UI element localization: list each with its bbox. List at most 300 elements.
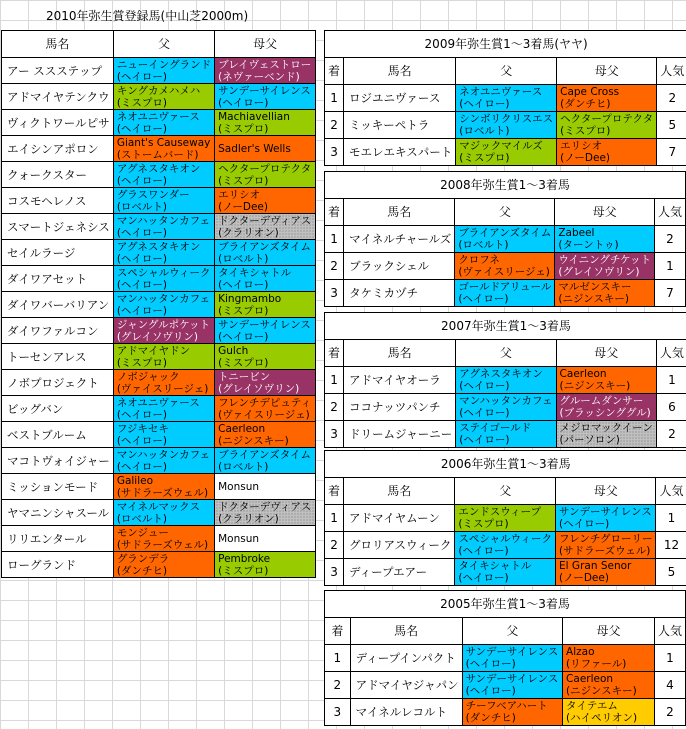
popularity: 7: [654, 280, 685, 307]
results-title: 2008年弥生賞1〜3着馬: [325, 172, 686, 199]
header-pop: 人気: [656, 340, 686, 367]
sire-cell: [455, 559, 556, 586]
sire-cell-line: ネオユニヴァース: [116, 110, 200, 123]
sire-cell-line: サンデーサイレンス: [465, 673, 559, 685]
sire-cell: [113, 396, 214, 422]
header-name: 馬名: [344, 58, 456, 85]
header-pop: 人気: [656, 478, 686, 505]
sire-cell: [113, 214, 214, 240]
popularity: 1: [656, 505, 686, 532]
horse-name: タケミカヅチ: [344, 280, 455, 307]
sire-cell-line: (ヴァイスリージェ): [458, 266, 550, 278]
horse-name: アドマイヤムーン: [344, 505, 455, 532]
header-damsire: 母父: [563, 618, 655, 645]
sire-cell-line: ブライアンズタイム: [458, 227, 552, 239]
sire-cell-line: (ヘイロー): [459, 98, 510, 110]
sire-cell-line: (ロベルト): [459, 125, 510, 137]
horse-name: マイネルチャールズ: [344, 226, 455, 253]
table-row: [2, 500, 316, 526]
finish-position: 2: [325, 532, 344, 559]
sire-cell-line: モンジュー: [116, 526, 169, 539]
sire-cell: [113, 162, 214, 188]
sire-cell: [113, 500, 214, 526]
finish-position: 1: [325, 226, 344, 253]
table-row: [325, 226, 686, 253]
table-row: [2, 422, 316, 448]
table-row: [2, 344, 316, 370]
finish-position: 2: [325, 672, 351, 699]
sire-cell: [455, 226, 555, 253]
results-caption-row: [325, 31, 686, 58]
damsire-cell-line: Monsun: [218, 480, 260, 493]
table-row: [325, 280, 686, 307]
sire-cell: [456, 85, 557, 112]
results-caption-row: [325, 172, 686, 199]
sire-cell-line: マンハッタンカフェ: [116, 292, 211, 305]
sire-cell: [113, 266, 214, 292]
sire-cell-line: (ストームバード): [116, 148, 199, 161]
table-row: [2, 84, 316, 110]
table-row: [325, 253, 686, 280]
damsire-cell-line: (ニジンスキー): [558, 293, 629, 305]
table-row: [2, 552, 316, 578]
sire-cell-line: (ヘイロー): [116, 304, 168, 317]
damsire-cell: [215, 110, 316, 136]
table-row: [325, 394, 686, 421]
sire-cell-line: エンドスウィープ: [458, 506, 542, 518]
table-row: [2, 448, 316, 474]
table-row: [325, 85, 686, 112]
results-title: 2007年弥生賞1〜3着馬: [325, 313, 686, 340]
horse-name: グロリアスウィーク: [344, 532, 455, 559]
header-pos: 着: [325, 618, 351, 645]
table-row: [2, 396, 316, 422]
results-header-row: [325, 478, 686, 505]
damsire-cell-line: トニービン: [218, 370, 271, 383]
damsire-cell-line: ブレイヴェストロー: [218, 58, 312, 71]
popularity: 12: [656, 532, 686, 559]
sire-cell-line: スペシャルウィーク: [116, 266, 211, 279]
horse-name: ブラックシェル: [344, 253, 455, 280]
damsire-cell-line: (ミスプロ): [218, 122, 269, 135]
horse-name: クォークスター: [2, 162, 114, 188]
header-sire: 父: [113, 31, 214, 58]
sire-cell-line: (ヘイロー): [465, 685, 516, 697]
finish-position: 3: [325, 421, 344, 448]
sire-cell-line: (ヘイロー): [116, 408, 168, 421]
damsire-cell: [215, 58, 316, 84]
damsire-cell: [563, 699, 655, 726]
damsire-cell: [215, 240, 316, 266]
header-pop: 人気: [657, 58, 686, 85]
damsire-cell: [215, 162, 316, 188]
sire-cell-line: シンボリクリスエス: [459, 113, 554, 125]
sire-cell: [113, 292, 214, 318]
horse-name: エイシンアポロン: [2, 136, 114, 162]
entries-header-row: [2, 31, 316, 58]
damsire-cell: [555, 226, 655, 253]
popularity: 1: [656, 367, 686, 394]
damsire-cell-line: メジロマックイーン: [559, 422, 653, 434]
table-row: [325, 699, 686, 726]
damsire-cell-line: Monsun: [218, 532, 260, 545]
finish-position: 3: [325, 280, 344, 307]
header-sire: 父: [455, 478, 556, 505]
sire-cell: [113, 448, 214, 474]
sire-cell: [456, 112, 557, 139]
entries-table: [1, 30, 316, 578]
sire-cell: [113, 318, 214, 344]
damsire-cell-line: Caerleon: [566, 673, 614, 685]
horse-name: モエレエキスパート: [344, 139, 456, 166]
sire-cell-line: Giant's Causeway: [116, 136, 211, 149]
damsire-cell-line: ウイニングチケット: [558, 254, 651, 266]
popularity: 2: [656, 421, 686, 448]
damsire-cell-line: ヘクタープロテクタ: [560, 113, 654, 125]
horse-name: アドマイヤテンクウ: [2, 84, 114, 110]
sire-cell: [455, 280, 555, 307]
damsire-cell-line: (ミスプロ): [218, 174, 269, 187]
results-table-0: [324, 30, 686, 166]
table-row: [325, 112, 686, 139]
damsire-cell-line: フレンチグローリー: [559, 533, 653, 545]
damsire-cell-line: (ニジンスキー): [566, 685, 637, 697]
header-name: 馬名: [344, 478, 455, 505]
damsire-cell: [555, 280, 655, 307]
damsire-cell-line: サンデーサイレンス: [218, 318, 311, 331]
sire-cell: [113, 344, 214, 370]
sire-cell: [455, 532, 556, 559]
damsire-cell-line: (サドラーズウェル): [559, 545, 651, 557]
damsire-cell: [556, 394, 656, 421]
damsire-cell-line: (ダンチヒ): [560, 98, 611, 110]
damsire-cell-line: (ブラッシンググル): [559, 407, 651, 419]
damsire-cell-line: (ノーDee): [218, 200, 268, 213]
sire-cell: [113, 552, 214, 578]
horse-name: スマートジェネシス: [2, 214, 114, 240]
table-row: [325, 559, 686, 586]
sire-cell-line: マンハッタンカフェ: [116, 448, 211, 461]
sire-cell-line: ニューイングランド: [116, 58, 212, 71]
damsire-cell-line: Caerleon: [559, 368, 607, 380]
popularity: 2: [654, 226, 685, 253]
results-table-1: [324, 171, 686, 307]
sire-cell-line: (ヘイロー): [116, 174, 168, 187]
sire-cell-line: Galileo: [116, 474, 154, 487]
sire-cell-line: アグネスタキオン: [116, 240, 201, 253]
horse-name: ディープインパクト: [350, 645, 462, 672]
table-row: [2, 266, 316, 292]
damsire-cell-line: (ターントゥ): [558, 239, 619, 251]
damsire-cell: [556, 421, 656, 448]
sire-cell: [113, 136, 214, 162]
damsire-cell: [557, 139, 657, 166]
results-caption-row: [325, 451, 686, 478]
damsire-cell: [215, 396, 316, 422]
damsire-cell-line: タイテエム: [566, 700, 618, 712]
sire-cell: [113, 474, 214, 500]
damsire-cell-line: ドクターデヴィアス: [218, 500, 312, 513]
damsire-cell-line: (クラリオン): [218, 226, 279, 239]
horse-name: ローグランド: [2, 552, 114, 578]
sire-cell-line: (グレイソヴリン): [116, 330, 198, 343]
sire-cell-line: アグネスタキオン: [116, 162, 201, 175]
header-name: 馬名: [2, 31, 114, 58]
sire-cell: [455, 505, 556, 532]
sire-cell-line: (ロベルト): [116, 200, 168, 213]
damsire-cell: [215, 344, 316, 370]
table-row: [325, 367, 686, 394]
damsire-cell: [215, 188, 316, 214]
damsire-cell-line: (ヘイロー): [218, 278, 269, 291]
header-damsire: 母父: [557, 58, 657, 85]
table-row: [2, 240, 316, 266]
damsire-cell-line: (ニジンスキー): [559, 380, 631, 392]
popularity: 6: [656, 394, 686, 421]
sire-cell-line: グランデラ: [116, 552, 170, 565]
sire-cell-line: チーフベアハート: [465, 700, 548, 712]
results-header-row: [325, 618, 686, 645]
finish-position: 2: [325, 112, 344, 139]
sire-cell: [456, 421, 556, 448]
sire-cell-line: (ヘイロー): [459, 380, 510, 392]
damsire-cell-line: (ミスプロ): [218, 564, 269, 577]
damsire-cell: [563, 645, 655, 672]
table-row: [2, 136, 316, 162]
damsire-cell-line: Caerleon: [218, 422, 266, 435]
sire-cell-line: (ヘイロー): [116, 226, 168, 239]
horse-name: マコトヴォイジャー: [2, 448, 114, 474]
header-name: 馬名: [344, 340, 456, 367]
sire-cell-line: (ロベルト): [458, 239, 509, 251]
sire-cell: [456, 367, 556, 394]
damsire-cell: [215, 474, 316, 500]
damsire-cell: [215, 318, 316, 344]
horse-name: ディープエアー: [344, 559, 455, 586]
sire-cell-line: ゴールドアリュール: [458, 281, 552, 293]
header-damsire: 母父: [556, 340, 656, 367]
sire-cell: [113, 110, 214, 136]
sire-cell: [113, 58, 214, 84]
sire-cell: [113, 188, 214, 214]
header-pos: 着: [325, 199, 344, 226]
damsire-cell-line: ヘクタープロテクタ: [218, 162, 312, 175]
header-sire: 父: [455, 199, 555, 226]
finish-position: 1: [325, 367, 344, 394]
horse-name: ヤマニンシャスール: [2, 500, 114, 526]
damsire-cell-line: (ロベルト): [218, 460, 269, 473]
damsire-cell: [556, 532, 656, 559]
damsire-cell-line: (パーソロン): [559, 434, 620, 446]
sire-cell: [462, 645, 562, 672]
horse-name: セイルラージ: [2, 240, 114, 266]
sire-cell-line: (ミスプロ): [116, 356, 168, 369]
sire-cell-line: アドマイヤドン: [116, 344, 191, 357]
damsire-cell-line: Zabeel: [558, 227, 595, 239]
damsire-cell-line: Alzao: [566, 646, 595, 658]
popularity: 2: [654, 699, 685, 726]
sire-cell-line: (ヘイロー): [458, 572, 509, 584]
horse-name: ココナッツパンチ: [344, 394, 456, 421]
damsire-cell: [215, 136, 316, 162]
table-row: [2, 318, 316, 344]
sire-cell-line: (ヘイロー): [458, 293, 509, 305]
damsire-cell-line: (グレイソヴリン): [218, 382, 300, 395]
damsire-cell-line: エリシオ: [218, 188, 261, 201]
popularity: 4: [654, 672, 685, 699]
popularity: 2: [657, 85, 686, 112]
sire-cell-line: (ミスプロ): [459, 152, 510, 164]
sire-cell-line: (ヘイロー): [459, 434, 510, 446]
header-pos: 着: [325, 478, 344, 505]
header-sire: 父: [456, 340, 556, 367]
damsire-cell: [556, 505, 656, 532]
damsire-cell-line: (グレイソヴリン): [558, 266, 640, 278]
table-row: [2, 526, 316, 552]
damsire-cell-line: (ヘイロー): [559, 518, 610, 530]
damsire-cell-line: Gulch: [218, 344, 249, 357]
results-header-row: [325, 58, 686, 85]
damsire-cell-line: ブライアンズタイム: [218, 240, 312, 253]
sire-cell-line: マイネルマックス: [116, 500, 200, 513]
table-row: [2, 370, 316, 396]
damsire-cell: [215, 500, 316, 526]
results-table-4: [324, 590, 686, 726]
results-title: 2005年弥生賞1〜3着馬: [325, 591, 686, 618]
results-title: 2006年弥生賞1〜3着馬: [325, 451, 686, 478]
damsire-cell: [215, 552, 316, 578]
sire-cell-line: ネオユニヴァース: [116, 396, 200, 409]
results-table-2: [324, 312, 686, 448]
header-sire: 父: [462, 618, 562, 645]
sire-cell-line: (ヘイロー): [465, 658, 516, 670]
header-name: 馬名: [344, 199, 455, 226]
damsire-cell: [215, 292, 316, 318]
horse-name: ミッションモード: [2, 474, 114, 500]
damsire-cell-line: (ノーDee): [560, 152, 611, 164]
results-header-row: [325, 340, 686, 367]
sire-cell-line: マジックマイルズ: [459, 140, 543, 152]
damsire-cell: [556, 367, 656, 394]
damsire-cell-line: El Gran Senor: [559, 560, 632, 572]
damsire-cell-line: フレンチデピュティ: [218, 396, 312, 409]
damsire-cell-line: (ミスプロ): [218, 356, 269, 369]
damsire-cell-line: Kingmambo: [218, 292, 282, 305]
damsire-cell-line: (クラリオン): [218, 512, 279, 525]
damsire-cell-line: (ネヴァーベンド): [218, 70, 300, 83]
results-table-3: [324, 450, 686, 586]
finish-position: 1: [325, 645, 351, 672]
sire-cell-line: (ヘイロー): [116, 70, 168, 83]
sire-cell: [113, 526, 214, 552]
sire-cell-line: (サドラーズウェル): [116, 486, 209, 499]
header-sire: 父: [456, 58, 557, 85]
damsire-cell: [215, 448, 316, 474]
horse-name: アドマイヤオーラ: [344, 367, 456, 394]
header-name: 馬名: [350, 618, 462, 645]
header-damsire: 母父: [215, 31, 316, 58]
table-row: [325, 645, 686, 672]
damsire-cell-line: (ヘイロー): [218, 330, 269, 343]
header-damsire: 母父: [555, 199, 655, 226]
damsire-cell-line: (ハイペリオン): [566, 712, 638, 724]
table-row: [325, 672, 686, 699]
damsire-cell: [215, 370, 316, 396]
sire-cell-line: クロフネ: [458, 254, 500, 266]
sire-cell: [113, 240, 214, 266]
header-pos: 着: [325, 58, 344, 85]
table-row: [325, 421, 686, 448]
horse-name: ミッキーペトラ: [344, 112, 456, 139]
table-row: [2, 292, 316, 318]
horse-name: ダイワバーバリアン: [2, 292, 114, 318]
horse-name: ダイワアセット: [2, 266, 114, 292]
sire-cell-line: (ダンチヒ): [116, 564, 168, 577]
sire-cell-line: サンデーサイレンス: [465, 646, 559, 658]
header-pop: 人気: [654, 618, 685, 645]
horse-name: ダイワファルコン: [2, 318, 114, 344]
horse-name: ベストブルーム: [2, 422, 114, 448]
table-row: [325, 532, 686, 559]
sire-cell-line: キングカメハメハ: [116, 84, 201, 97]
damsire-cell: [557, 85, 657, 112]
sire-cell-line: (ヘイロー): [116, 278, 168, 291]
damsire-cell-line: タイキシャトル: [218, 266, 292, 279]
horse-name: リリエンタール: [2, 526, 114, 552]
horse-name: トーセンアレス: [2, 344, 114, 370]
sire-cell: [113, 370, 214, 396]
damsire-cell-line: ブライアンズタイム: [218, 448, 312, 461]
header-pop: 人気: [654, 199, 685, 226]
popularity: 5: [657, 112, 686, 139]
finish-position: 3: [325, 559, 344, 586]
sire-cell: [455, 253, 555, 280]
damsire-cell-line: Cape Cross: [560, 86, 620, 98]
damsire-cell: [215, 214, 316, 240]
sire-cell-line: (ヘイロー): [116, 252, 168, 265]
damsire-cell-line: グルームダンサー: [559, 395, 644, 407]
sire-cell-line: (ヴァイスリージェ): [116, 382, 209, 395]
results-caption-row: [325, 313, 686, 340]
horse-name: ヴィクトワールピサ: [2, 110, 114, 136]
horse-name: コスモヘレノス: [2, 188, 114, 214]
sire-cell-line: グラスワンダー: [116, 188, 190, 201]
damsire-cell-line: サンデーサイレンス: [559, 506, 652, 518]
sire-cell: [456, 139, 557, 166]
table-row: [2, 188, 316, 214]
sire-cell: [113, 422, 214, 448]
sire-cell-line: マンハッタンカフェ: [116, 214, 211, 227]
damsire-cell: [556, 559, 656, 586]
damsire-cell: [555, 253, 655, 280]
damsire-cell-line: エリシオ: [560, 140, 603, 152]
finish-position: 2: [325, 253, 344, 280]
horse-name: ノボプロジェクト: [2, 370, 114, 396]
results-header-row: [325, 199, 686, 226]
sire-cell-line: (ロベルト): [116, 512, 168, 525]
popularity: 5: [656, 559, 686, 586]
damsire-cell-line: Sadler's Wells: [218, 142, 291, 155]
damsire-cell-line: サンデーサイレンス: [218, 84, 311, 97]
damsire-cell-line: (ヘイロー): [218, 96, 269, 109]
results-title: 2009年弥生賞1〜3着馬(ヤヤ): [325, 31, 686, 58]
damsire-cell-line: (ロベルト): [218, 252, 269, 265]
table-row: [2, 214, 316, 240]
damsire-cell-line: (リファール): [566, 658, 627, 670]
table-row: [325, 505, 686, 532]
sire-cell: [462, 699, 562, 726]
header-pos: 着: [325, 340, 344, 367]
